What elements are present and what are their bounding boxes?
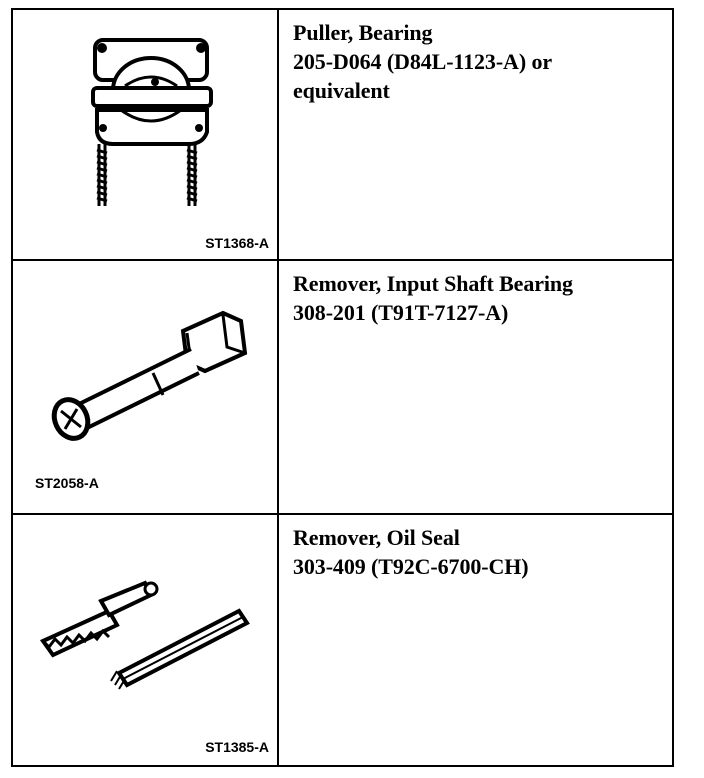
illustration-code: ST2058-A [35, 475, 99, 491]
tool-row [12, 514, 673, 766]
tool-number: 308-201 (T91T-7127-A) [293, 300, 509, 325]
tool-description-cell [278, 514, 673, 766]
tool-name: Remover, Input Shaft Bearing [293, 271, 573, 296]
tool-description-cell [278, 260, 673, 514]
tool-description-cell [278, 9, 673, 260]
tool-illustration-cell [12, 260, 278, 514]
illustration-code: ST1368-A [205, 235, 269, 251]
tool-number: 205-D064 (D84L-1123-A) or [293, 49, 553, 74]
tool-name: Remover, Oil Seal [293, 525, 460, 550]
tool-illustration-cell [12, 514, 278, 766]
oil-seal-remover-icon [13, 515, 277, 765]
bearing-puller-icon [13, 10, 277, 259]
special-tools-table [11, 8, 674, 767]
tool-illustration-cell [12, 9, 278, 260]
tool-row [12, 9, 673, 260]
illustration-code: ST1385-A [205, 739, 269, 755]
tool-number-continued: equivalent [293, 78, 390, 103]
tool-number: 303-409 (T92C-6700-CH) [293, 554, 529, 579]
tool-name: Puller, Bearing [293, 20, 433, 45]
tool-row [12, 260, 673, 514]
